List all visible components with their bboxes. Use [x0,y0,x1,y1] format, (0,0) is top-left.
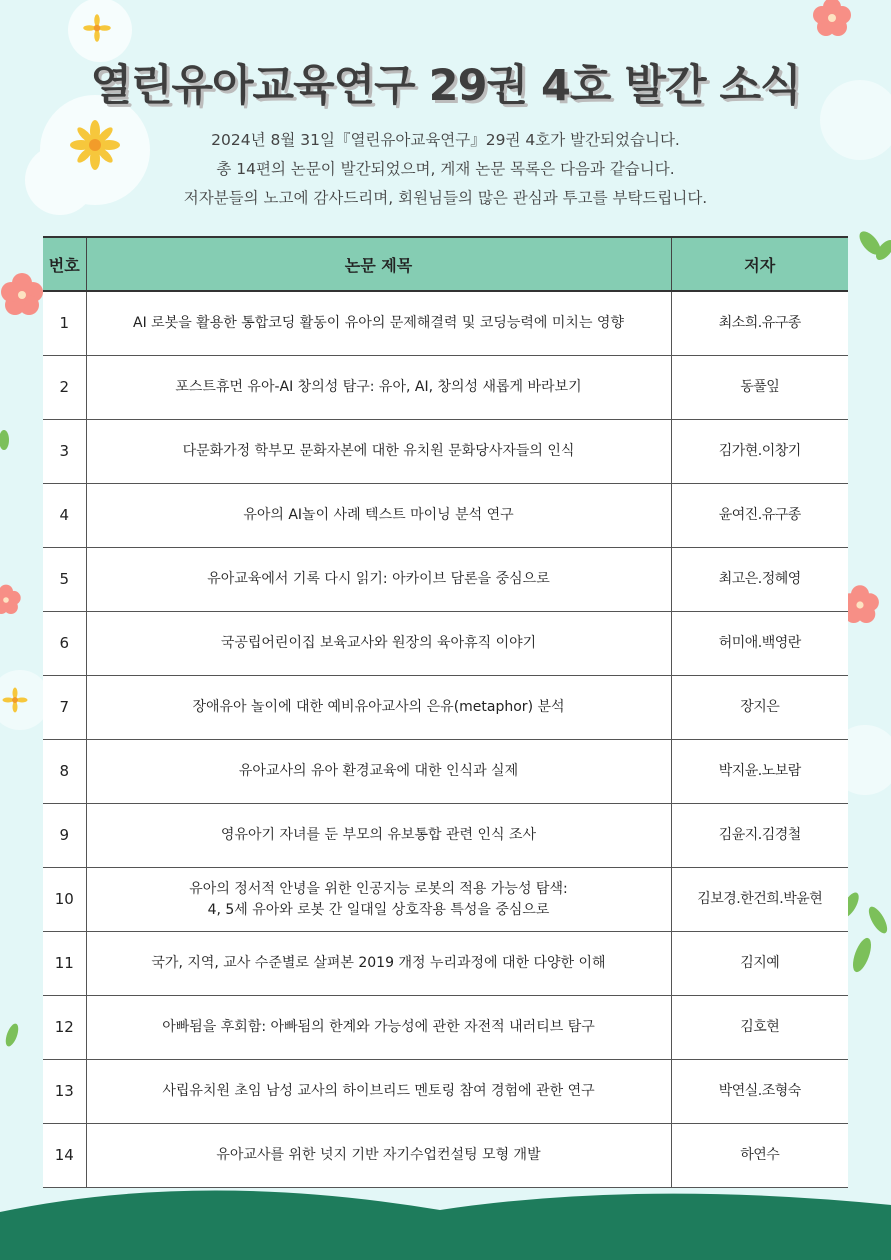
row-title: 다문화가정 학부모 문화자본에 대한 유치원 문화당사자들의 인식 [86,420,671,484]
row-title-line-1: 유아의 정서적 안녕을 위한 인공지능 로봇의 적용 가능성 탐색: [189,880,568,897]
row-title-line-2: 4, 5세 유아와 로봇 간 일대일 상호작용 특성을 중심으로 [207,901,550,918]
row-number: 2 [43,356,86,420]
table-row [43,484,848,548]
row-author: 윤여진.유구종 [671,484,848,548]
row-number: 8 [43,740,86,804]
table-row [43,420,848,484]
grass-hill [0,1190,891,1260]
row-author: 하연수 [671,1124,848,1188]
row-number: 12 [43,996,86,1060]
page-title: 열린유아교육연구 29권 4호 발간 소식 [90,61,801,111]
row-author: 김윤지.김경철 [671,804,848,868]
row-number: 11 [43,932,86,996]
row-author: 김호현 [671,996,848,1060]
row-title: 영유아기 자녀를 둔 부모의 유보통합 관련 인식 조사 [86,804,671,868]
row-author: 김지예 [671,932,848,996]
row-title: 포스트휴먼 유아-AI 창의성 탐구: 유아, AI, 창의성 새롭게 바라보기 [86,356,671,420]
intro-line-1: 2024년 8월 31일『열린유아교육연구』29권 4호가 발간되었습니다. [211,131,680,149]
row-number: 14 [43,1124,86,1188]
table-header-row [43,237,848,291]
row-author: 동풀잎 [671,356,848,420]
row-title: 사립유치원 초임 남성 교사의 하이브리드 멘토링 참여 경험에 관한 연구 [86,1060,671,1124]
row-number: 13 [43,1060,86,1124]
row-number: 1 [43,291,86,356]
row-author: 장지은 [671,676,848,740]
row-author: 박연실.조형숙 [671,1060,848,1124]
intro-line-2: 총 14편의 논문이 발간되었으며, 게재 논문 목록은 다음과 같습니다. [216,160,675,178]
intro-line-3: 저자분들의 노고에 감사드리며, 회원님들의 많은 관심과 투고를 부탁드립니다. [183,189,708,207]
row-title: 장애유아 놀이에 대한 예비유아교사의 은유(metaphor) 분석 [86,676,671,740]
row-author: 최소희.유구종 [671,291,848,356]
row-title [86,868,671,932]
table-row [43,356,848,420]
table-row [43,868,848,932]
table-row [43,1124,848,1188]
row-author: 허미애.백영란 [671,612,848,676]
row-title: 국공립어린이집 보육교사와 원장의 육아휴직 이야기 [86,612,671,676]
row-title: 유아의 AI놀이 사례 텍스트 마이닝 분석 연구 [86,484,671,548]
header-author: 저자 [671,237,848,291]
row-author: 최고은.정혜영 [671,548,848,612]
row-number: 10 [43,868,86,932]
table-row [43,548,848,612]
table-row [43,996,848,1060]
row-title: 유아교육에서 기록 다시 읽기: 아카이브 담론을 중심으로 [86,548,671,612]
row-title: 국가, 지역, 교사 수준별로 살펴본 2019 개정 누리과정에 대한 다양한 이해 [86,932,671,996]
table-row [43,740,848,804]
row-title: AI 로봇을 활용한 통합코딩 활동이 유아의 문제해결력 및 코딩능력에 미치는 영향 [86,291,671,356]
intro-text [0,126,891,213]
row-number: 3 [43,420,86,484]
row-author: 박지윤.노보람 [671,740,848,804]
table-row [43,291,848,356]
row-number: 7 [43,676,86,740]
row-number: 5 [43,548,86,612]
paper-list-table [43,236,848,1188]
table-row [43,804,848,868]
table-row [43,612,848,676]
header-number: 번호 [43,237,86,291]
row-author: 김가현.이창기 [671,420,848,484]
row-number: 6 [43,612,86,676]
row-title: 아빠됨을 후회함: 아빠됨의 한계와 가능성에 관한 자전적 내러티브 탐구 [86,996,671,1060]
header-title: 논문 제목 [86,237,671,291]
row-number: 4 [43,484,86,548]
table-row [43,676,848,740]
row-number: 9 [43,804,86,868]
table-row [43,932,848,996]
row-title: 유아교사의 유아 환경교육에 대한 인식과 실제 [86,740,671,804]
row-author: 김보경.한건희.박윤현 [671,868,848,932]
row-title: 유아교사를 위한 넛지 기반 자기수업컨설팅 모형 개발 [86,1124,671,1188]
table-row [43,1060,848,1124]
